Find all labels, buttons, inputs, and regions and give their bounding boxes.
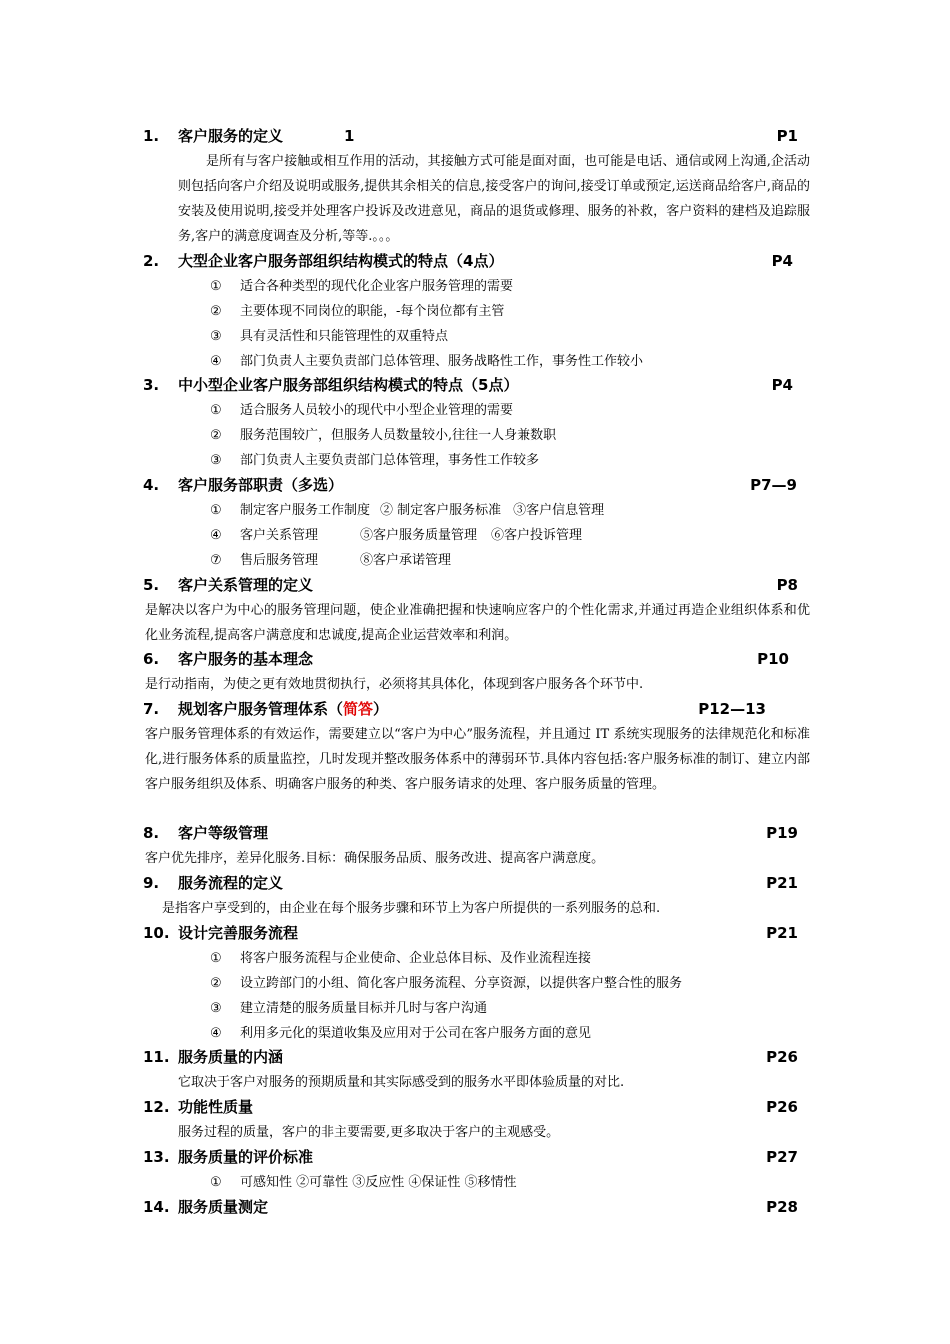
list-item [0, 423, 950, 448]
section-number: 7. [143, 700, 160, 718]
page-ref: P26 [766, 1048, 798, 1066]
section-heading [0, 1145, 950, 1170]
duty-item: ⑤客户服务质量管理 [360, 528, 478, 543]
section-heading [0, 821, 950, 846]
list-item [0, 349, 950, 374]
duty-item: 客户关系管理 [240, 528, 319, 543]
list-marker: ③ [210, 1001, 222, 1016]
section-body: 是所有与客户接触或相互作用的活动，其接触方式可能是面对面，也可能是电话、通信或网上沟通,企活动则包括向客户介绍及说明或服务,提供其余相关的信息,接受客户的询问,接受订单或预定,运送商品给客户,商品的安装及使用说明,接受并处理客户投诉及改进意见，商品的退货或修理、服务的补救，客户资料的建档及追踪服务,客户的满意度调查及分析,等等.。。。 [178, 154, 810, 244]
section-title: 规划客户服务管理体系（简答） [178, 700, 389, 718]
list-marker: ① [210, 951, 222, 966]
section-heading [0, 1095, 950, 1120]
duty-item: ② 制定客户服务标准 [380, 503, 502, 518]
list-item-text: 可感知性 ②可靠性 ③反应性 ④保证性 ⑤移情性 [240, 1175, 517, 1190]
section-6 [0, 647, 950, 697]
section-heading [0, 124, 950, 149]
section-title: 服务质量的内涵 [178, 1048, 284, 1066]
section-body: 客户优先排序，差异化服务.目标：确保服务品质、服务改进、提高客户满意度。 [145, 851, 605, 866]
section-title: 客户服务的定义 [178, 127, 284, 145]
section-4 [0, 473, 950, 573]
section-number: 12. [143, 1098, 170, 1116]
list-marker: ② [210, 976, 222, 991]
page-ref: P10 [757, 650, 789, 668]
list-item-text: 部门负责人主要负责部门总体管理，事务性工作较多 [240, 453, 540, 468]
section-body: 客户服务管理体系的有效运作，需要建立以“客户为中心”服务流程，并且通过 IT 系统实现服务的法律规范化和标准化,进行服务体系的质量监控，几时发现并整改服务体系中的薄弱环节.具体内容包括:客户服务标准的制订、建立内部客户服务组织及体系、明确客户服务的种类、客户服务请求的处理、客户服务质量的管理。 [145, 727, 810, 792]
list-item [0, 971, 950, 996]
list-item-text: 具有灵活性和只能管理性的双重特点 [240, 329, 449, 344]
page-ref: P21 [766, 924, 798, 942]
section-title: 设计完善服务流程 [178, 924, 299, 942]
list-marker: ⑦ [210, 553, 222, 568]
section-number: 8. [143, 824, 160, 842]
list-item [0, 1170, 950, 1195]
answer-type-label: 简答 [343, 700, 374, 718]
section-number: 9. [143, 874, 160, 892]
page-ref: P19 [766, 824, 798, 842]
list-marker: ① [210, 1175, 222, 1190]
list-item-text: 建立清楚的服务质量目标并几时与客户沟通 [240, 1001, 488, 1016]
section-heading [0, 697, 950, 722]
section-heading [0, 1045, 950, 1070]
section-13 [0, 1145, 950, 1195]
section-5 [0, 573, 950, 648]
list-marker: ② [210, 428, 222, 443]
section-body: 是行动指南，为使之更有效地贯彻执行，必须将其具体化，体现到客户服务各个环节中. [145, 677, 644, 692]
list-marker: ① [210, 279, 222, 294]
section-12 [0, 1095, 950, 1145]
list-item-text: 利用多元化的渠道收集及应用对于公司在客户服务方面的意见 [240, 1026, 592, 1041]
list-item [0, 946, 950, 971]
duty-row [0, 498, 950, 523]
section-title: 客户关系管理的定义 [178, 576, 314, 594]
section-number: 11. [143, 1048, 170, 1066]
section-7 [0, 697, 950, 797]
section-title: 大型企业客户服务部组织结构模式的特点（4点） [178, 252, 504, 270]
list-item-text: 适合各种类型的现代化企业客户服务管理的需要 [240, 279, 514, 294]
section-heading [0, 647, 950, 672]
section-10 [0, 921, 950, 1046]
section-heading [0, 871, 950, 896]
list-item-text: 将客户服务流程与企业使命、企业总体目标、及作业流程连接 [240, 951, 592, 966]
section-title: 服务流程的定义 [178, 874, 284, 892]
section-number: 2. [143, 252, 160, 270]
section-number: 14. [143, 1198, 170, 1216]
list-item-text: 设立跨部门的小组、简化客户服务流程、分享资源，以提供客户整合性的服务 [240, 976, 683, 991]
section-number: 3. [143, 376, 160, 394]
list-item [0, 448, 950, 473]
section-11 [0, 1045, 950, 1095]
section-body: 它取决于客户对服务的预期质量和其实际感受到的服务水平即体验质量的对比. [178, 1075, 625, 1090]
list-marker: ② [210, 304, 222, 319]
section-3 [0, 373, 950, 473]
list-marker: ④ [210, 354, 222, 369]
section-title: 客户服务的基本理念 [178, 650, 314, 668]
section-1 [0, 124, 950, 249]
list-item [0, 996, 950, 1021]
list-item-text: 适合服务人员较小的现代中小型企业管理的需要 [240, 403, 514, 418]
section-title: 功能性质量 [178, 1098, 254, 1116]
duty-row [0, 548, 950, 573]
section-title: 服务质量的评价标准 [178, 1148, 314, 1166]
page-ref: P26 [766, 1098, 798, 1116]
section-number: 10. [143, 924, 170, 942]
page-ref: P1 [776, 127, 798, 145]
list-marker: ① [210, 503, 222, 518]
list-marker: ④ [210, 1026, 222, 1041]
section-number: 13. [143, 1148, 170, 1166]
duty-item: 售后服务管理 [240, 553, 319, 568]
page-ref: P12—13 [698, 700, 766, 718]
page-ref: P27 [766, 1148, 798, 1166]
section-number: 1. [143, 127, 160, 145]
page-ref: P21 [766, 874, 798, 892]
section-number: 4. [143, 476, 160, 494]
section-heading [0, 249, 950, 274]
page-ref: P4 [771, 252, 793, 270]
list-item [0, 299, 950, 324]
list-item [0, 274, 950, 299]
page-ref: P4 [771, 376, 793, 394]
page-ref: P8 [776, 576, 798, 594]
page-ref: P28 [766, 1198, 798, 1216]
section-body: 服务过程的质量，客户的非主要需要,更多取决于客户的主观感受。 [178, 1125, 560, 1140]
duty-item: ③客户信息管理 [513, 503, 605, 518]
section-heading [0, 473, 950, 498]
list-marker: ③ [210, 329, 222, 344]
list-item-text: 服务范围较广，但服务人员数量较小,往往一人身兼数职 [240, 428, 557, 443]
section-8 [0, 821, 950, 871]
page-ref: P7—9 [750, 476, 797, 494]
section-title: 中小型企业客户服务部组织结构模式的特点（5点） [178, 376, 519, 394]
duty-item: 制定客户服务工作制度 [240, 503, 371, 518]
list-item [0, 1021, 950, 1046]
section-heading [0, 573, 950, 598]
section-title: 客户服务部职责（多选） [178, 476, 344, 494]
list-item-text: 主要体现不同岗位的职能，-每个岗位都有主管 [240, 304, 505, 319]
section-body: 是解决以客户为中心的服务管理问题，使企业准确把握和快速响应客户的个性化需求,并通过再造企业组织体系和优化业务流程,提高客户满意度和忠诚度,提高企业运营效率和利润。 [145, 603, 810, 643]
section-heading [0, 1195, 950, 1220]
list-item [0, 324, 950, 349]
list-marker: ① [210, 403, 222, 418]
duty-item: ⑥客户投诉管理 [491, 528, 583, 543]
section-number: 5. [143, 576, 160, 594]
section-body: 是指客户享受到的，由企业在每个服务步骤和环节上为客户所提供的一系列服务的总和. [162, 901, 661, 916]
section-number: 6. [143, 650, 160, 668]
section-heading [0, 921, 950, 946]
section-heading [0, 373, 950, 398]
duty-row [0, 523, 950, 548]
section-9 [0, 871, 950, 921]
list-marker: ④ [210, 528, 222, 543]
section-2 [0, 249, 950, 374]
section-title: 服务质量测定 [178, 1198, 269, 1216]
list-marker: ③ [210, 453, 222, 468]
section-14 [0, 1195, 950, 1220]
list-item-text: 部门负责人主要负责部门总体管理、服务战略性工作，事务性工作较小 [240, 354, 644, 369]
section-extra: 1 [344, 127, 355, 145]
duty-item: ⑧客户承诺管理 [360, 553, 452, 568]
list-item [0, 398, 950, 423]
section-title: 客户等级管理 [178, 824, 269, 842]
